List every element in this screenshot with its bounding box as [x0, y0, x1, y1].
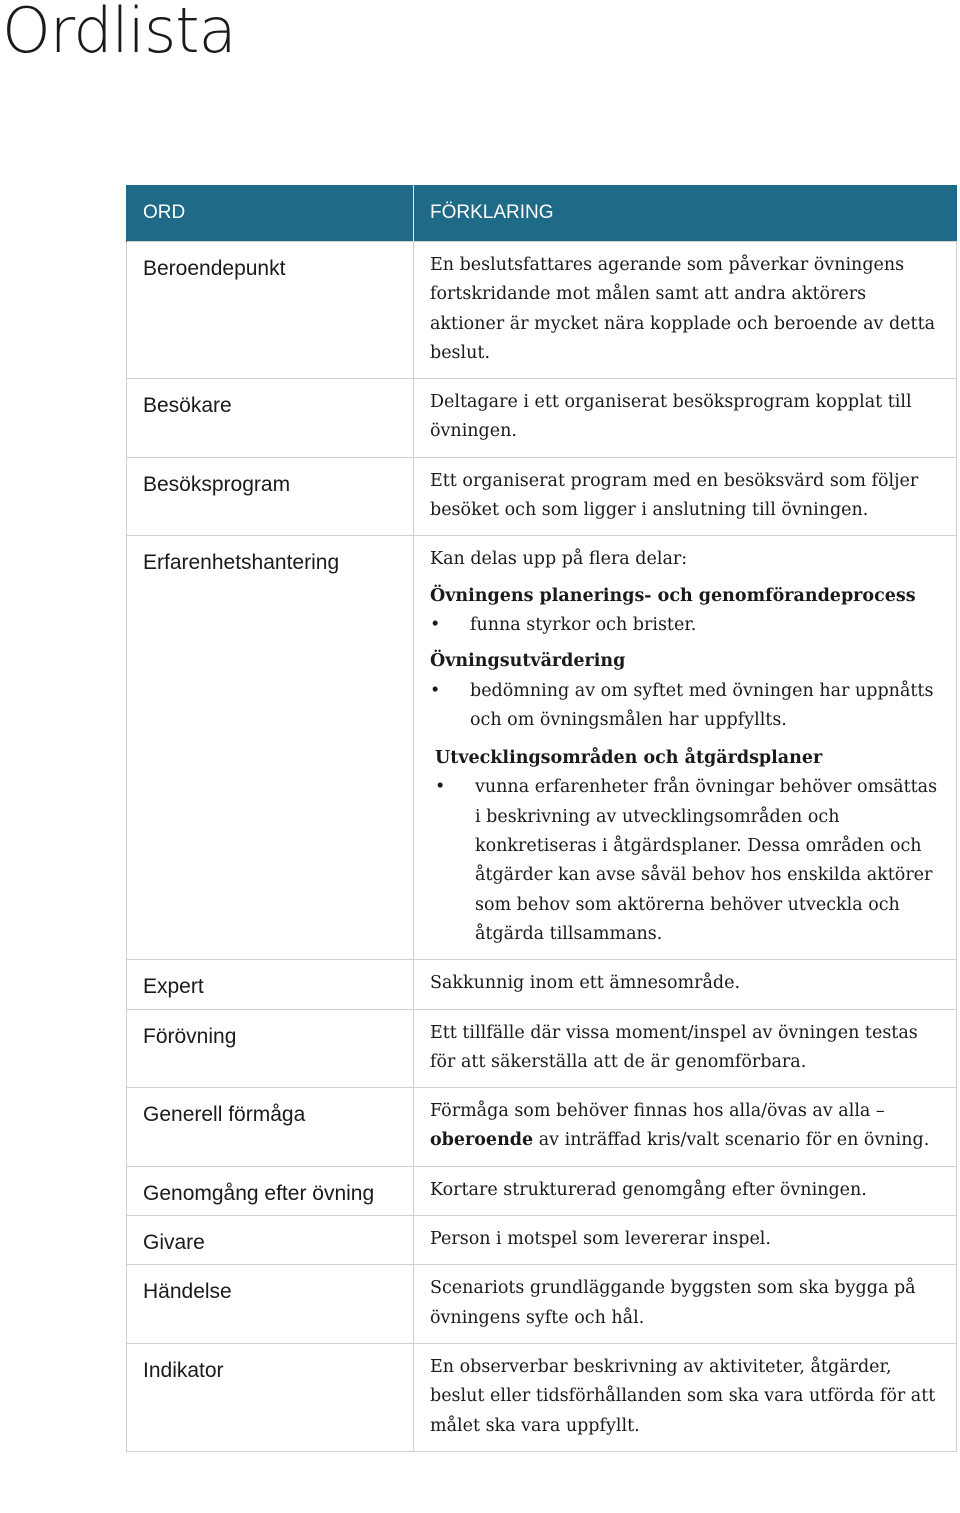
subsection-heading: Utvecklingsområden och åtgärdsplaner: [435, 748, 823, 769]
explanation-cell: Kortare strukturerad genomgång efter övningen.: [414, 1166, 957, 1215]
explanation-intro: Kan delas upp på flera delar:: [430, 549, 688, 570]
term-cell: Förövning: [127, 1009, 414, 1088]
term-cell: Besökare: [127, 379, 414, 458]
header-row: [127, 185, 957, 242]
table-row: [127, 1009, 957, 1088]
table-row: [127, 457, 957, 536]
explanation-text: av inträffad kris/valt scenario för en övning.: [533, 1130, 930, 1151]
term-cell: Händelse: [127, 1265, 414, 1344]
table-row: [127, 960, 957, 1009]
subsection-heading: Övningsutvärdering: [430, 651, 626, 672]
explanation-cell: [414, 536, 957, 960]
term-cell: Givare: [127, 1216, 414, 1265]
bullet-item: [430, 677, 940, 736]
bullet-text: bedömning av om syftet med övningen har uppnåtts och om övningsmålen har uppfyllts.: [470, 680, 934, 730]
explanation-cell: Deltagare i ett organiserat besöksprogram kopplat till övningen.: [414, 379, 957, 458]
term-cell: Beroendepunkt: [127, 242, 414, 379]
bullet-icon: •: [435, 777, 446, 798]
explanation-text: Förmåga som behöver finnas hos alla/övas av alla –: [430, 1101, 885, 1122]
term-cell: Generell förmåga: [127, 1088, 414, 1167]
page-title: Ordlista: [2, 0, 236, 67]
subsection-heading: Övningens planerings- och genomförandeprocess: [430, 585, 916, 606]
term-cell: Expert: [127, 960, 414, 1009]
table-row: [127, 1216, 957, 1265]
term-cell: Erfarenhetshantering: [127, 536, 414, 960]
bullet-item: [430, 611, 940, 640]
term-cell: Besöksprogram: [127, 457, 414, 536]
table-row: [127, 242, 957, 379]
bullet-text: funna styrkor och brister.: [470, 614, 697, 635]
explanation-cell: En beslutsfattares agerande som påverkar övningens fortskridande mot målen samt att andra aktörers aktioner är mycket nära kopplade och beroende av detta beslut.: [414, 242, 957, 379]
explanation-cell: [414, 1088, 957, 1167]
bullet-text: vunna erfarenheter från övningar behöver omsättas i beskrivning av utvecklingsområden och konkretiseras i åtgärdsplaner. Dessa områden och åtgärder kan avse såväl behov hos enskilda aktörer som behov som aktörerna behöver utveckla och åtgärda tillsammans.: [475, 777, 938, 944]
explanation-emphasis: oberoende: [430, 1130, 534, 1151]
bullet-icon: •: [430, 614, 441, 635]
explanation-cell: En observerbar beskrivning av aktiviteter, åtgärder, beslut eller tidsförhållanden som ska vara utförda för att målet ska vara uppfyllt.: [414, 1343, 957, 1451]
table-row: [127, 536, 957, 960]
term-cell: Genomgång efter övning: [127, 1166, 414, 1215]
table-row: [127, 1265, 957, 1344]
explanation-cell: Ett tillfälle där vissa moment/inspel av övningen testas för att säkerställa att de är genomförbara.: [414, 1009, 957, 1088]
explanation-cell: Sakkunnig inom ett ämnesområde.: [414, 960, 957, 1009]
table-row: [127, 1166, 957, 1215]
explanation-cell: Ett organiserat program med en besöksvärd som följer besöket och som ligger i anslutning till övningen.: [414, 457, 957, 536]
header-ord: ORD: [127, 185, 414, 242]
table-row: [127, 379, 957, 458]
header-forklaring: FÖRKLARING: [414, 185, 957, 242]
explanation-cell: Person i motspel som levererar inspel.: [414, 1216, 957, 1265]
glossary-table: [126, 185, 957, 1452]
table-row: [127, 1088, 957, 1167]
bullet-item: [430, 773, 940, 949]
table-row: [127, 1343, 957, 1451]
bullet-icon: •: [430, 680, 441, 701]
term-cell: Indikator: [127, 1343, 414, 1451]
explanation-cell: Scenariots grundläggande byggsten som ska bygga på övningens syfte och hål.: [414, 1265, 957, 1344]
